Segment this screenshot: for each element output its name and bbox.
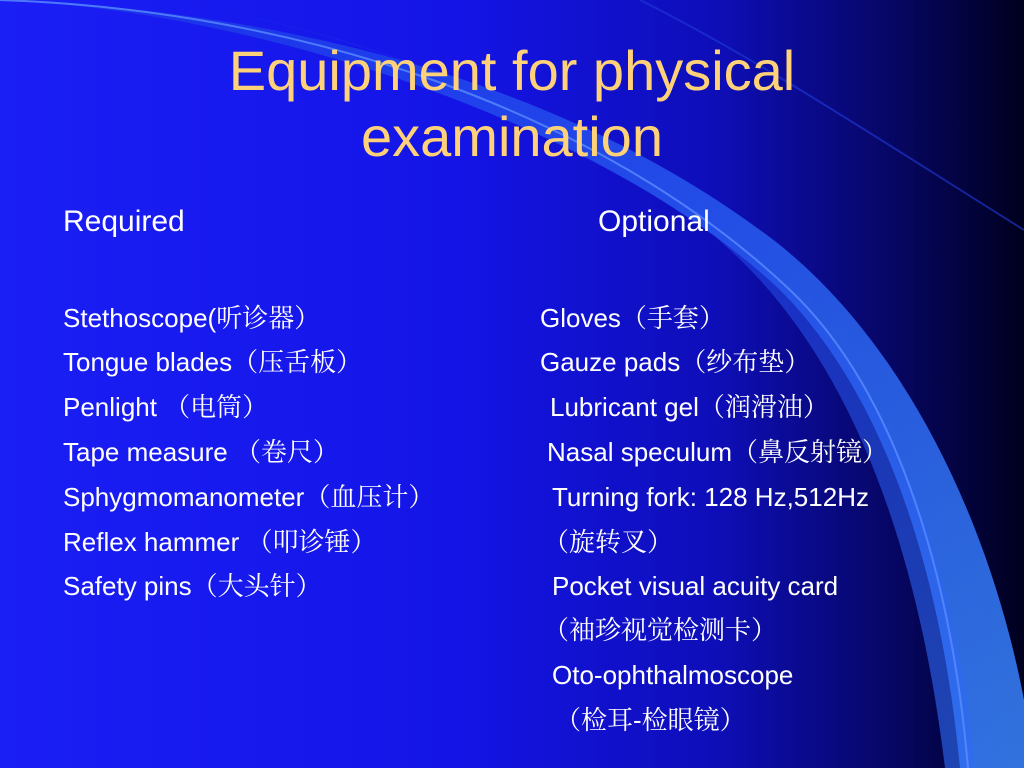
optional-item: Pocket visual acuity card xyxy=(552,571,839,601)
required-item: Safety pins（大头针） xyxy=(63,571,322,601)
slide-title-line-1: Equipment for physical xyxy=(228,39,796,102)
optional-item-continuation: （检耳-检眼镜） xyxy=(555,705,746,735)
required-item: Reflex hammer （叩诊锤） xyxy=(63,527,377,557)
required-item: Tape measure （卷尺） xyxy=(63,437,339,467)
optional-item: Turning fork: 128 Hz,512Hz xyxy=(552,482,869,512)
optional-item-continuation: （旋转叉） xyxy=(543,527,674,557)
required-item: Sphygmomanometer（血压计） xyxy=(63,482,435,512)
required-item: Stethoscope(听诊器） xyxy=(63,303,321,333)
required-item: Tongue blades（压舌板） xyxy=(63,347,363,377)
required-header: Required xyxy=(63,205,185,238)
slide-title xyxy=(0,38,1024,170)
optional-header: Optional xyxy=(598,205,710,238)
optional-item: Nasal speculum（鼻反射镜） xyxy=(547,437,888,467)
optional-item: Lubricant gel（润滑油） xyxy=(550,392,829,422)
required-item: Penlight （电筒） xyxy=(63,392,269,422)
optional-item-continuation: （袖珍视觉检测卡） xyxy=(543,615,778,645)
optional-item: Gauze pads（纱布垫） xyxy=(540,347,811,377)
slide-title-line-2: examination xyxy=(361,105,663,168)
optional-item: Oto-ophthalmoscope xyxy=(552,660,794,690)
optional-item: Gloves（手套） xyxy=(540,303,725,333)
